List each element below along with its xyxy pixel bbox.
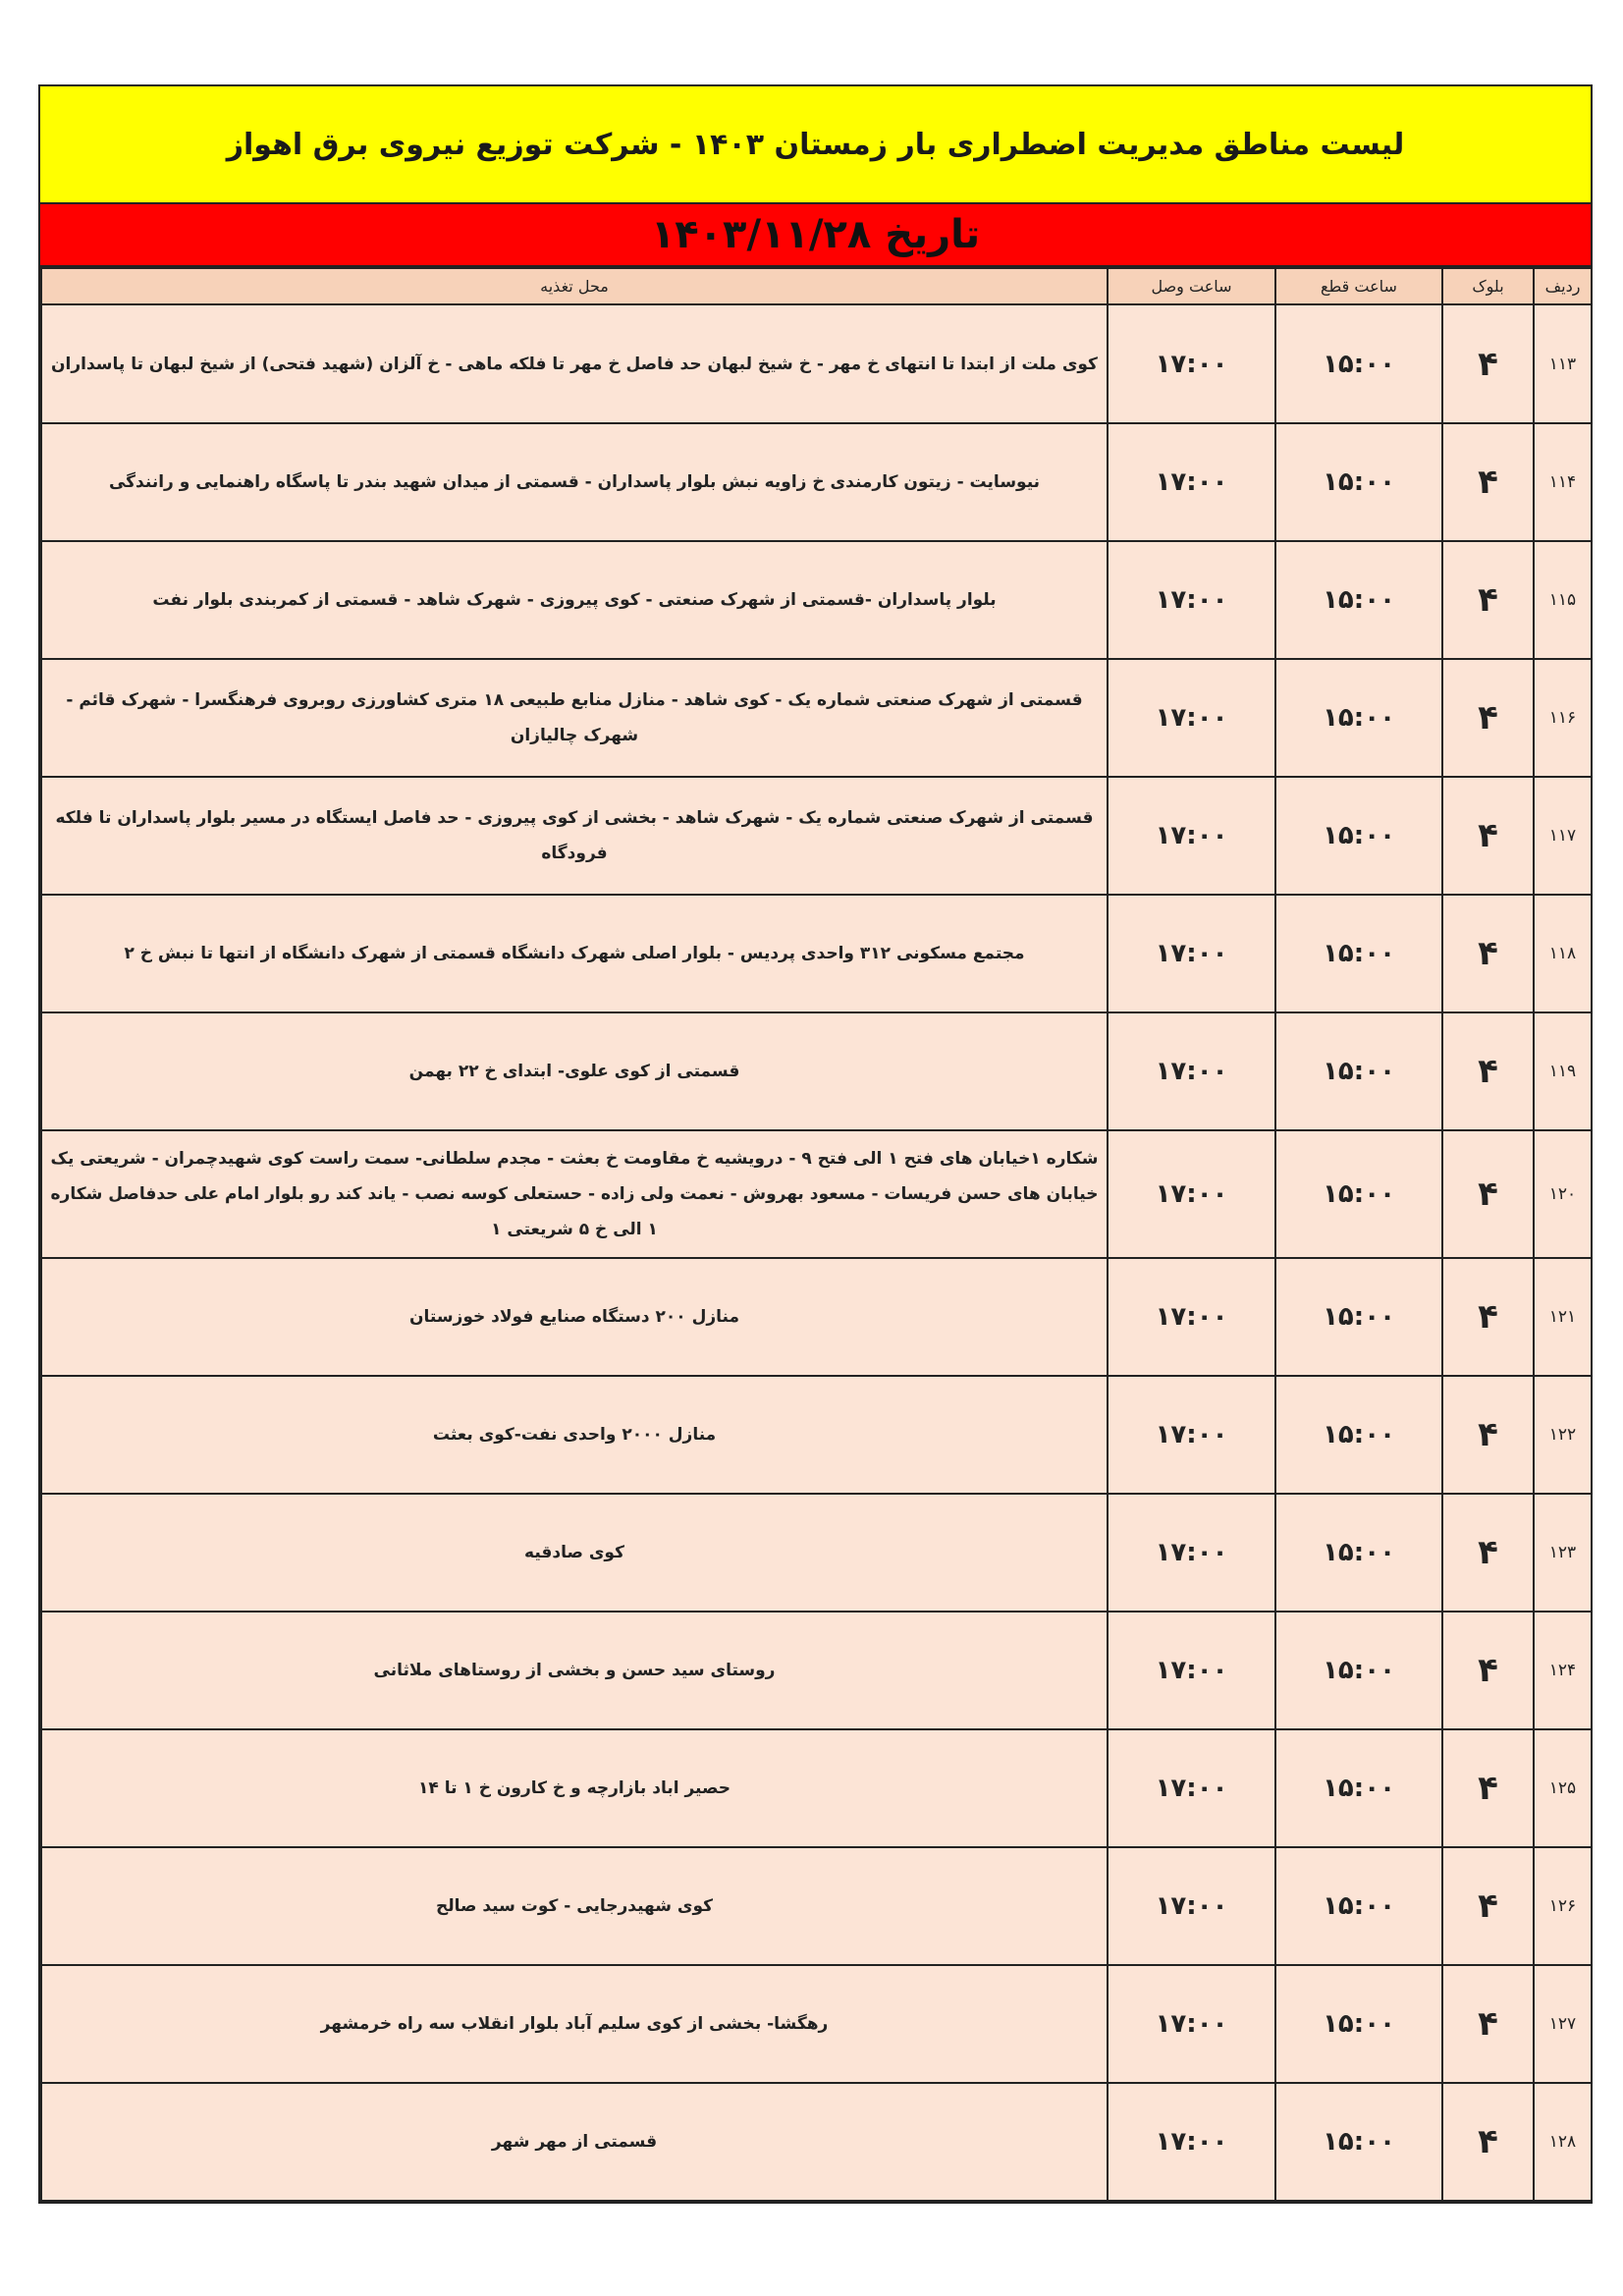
title-bar <box>40 86 1591 204</box>
row-area: قسمتی از شهرک صنعتی شماره یک - شهرک شاهد - بخشی از کوی پیروزی - حد فاصل ایستگاه در مسیر بلوار پاسداران تا فلکه فرودگاه <box>41 777 1108 895</box>
row-reconnect-time: ۱۷:۰۰ <box>1108 1012 1275 1130</box>
row-area: حصیر اباد بازارچه و خ کارون خ ۱ تا ۱۴ <box>41 1729 1108 1847</box>
row-block: ۴ <box>1442 1612 1534 1729</box>
row-index: ۱۲۲ <box>1534 1376 1592 1494</box>
row-area: مجتمع مسکونی ۳۱۲ واحدی پردیس - بلوار اصلی شهرک دانشگاه قسمتی از شهرک دانشگاه از انتها تا نبش خ ۲ <box>41 895 1108 1012</box>
row-cut-time: ۱۵:۰۰ <box>1275 1130 1442 1258</box>
row-index: ۱۱۶ <box>1534 659 1592 777</box>
row-index: ۱۱۴ <box>1534 423 1592 541</box>
date-bar <box>40 204 1591 267</box>
row-reconnect-time: ۱۷:۰۰ <box>1108 1612 1275 1729</box>
outage-table <box>40 267 1593 2202</box>
row-area: قسمتی از کوی علوی- ابتدای خ ۲۲ بهمن <box>41 1012 1108 1130</box>
row-block: ۴ <box>1442 659 1534 777</box>
row-index: ۱۱۷ <box>1534 777 1592 895</box>
row-area: نیوسایت - زیتون کارمندی خ زاویه نبش بلوار پاسداران - قسمتی از میدان شهید بندر تا پاسگاه راهنمایی و رانندگی <box>41 423 1108 541</box>
row-reconnect-time: ۱۷:۰۰ <box>1108 1376 1275 1494</box>
row-area: رهگشا- بخشی از کوی سلیم آباد بلوار انقلاب سه راه خرمشهر <box>41 1965 1108 2083</box>
table-row <box>41 2083 1592 2201</box>
row-block: ۴ <box>1442 1012 1534 1130</box>
row-block: ۴ <box>1442 1729 1534 1847</box>
row-reconnect-time: ۱۷:۰۰ <box>1108 541 1275 659</box>
row-cut-time: ۱۵:۰۰ <box>1275 2083 1442 2201</box>
table-row <box>41 423 1592 541</box>
row-cut-time: ۱۵:۰۰ <box>1275 541 1442 659</box>
row-cut-time: ۱۵:۰۰ <box>1275 423 1442 541</box>
header-cut-time: ساعت قطع <box>1275 268 1442 304</box>
row-area: کوی شهیدرجایی - کوت سید صالح <box>41 1847 1108 1965</box>
row-block: ۴ <box>1442 1847 1534 1965</box>
row-block: ۴ <box>1442 1376 1534 1494</box>
row-reconnect-time: ۱۷:۰۰ <box>1108 304 1275 423</box>
row-area: منازل ۲۰۰ دستگاه صنایع فولاد خوزستان <box>41 1258 1108 1376</box>
table-row <box>41 659 1592 777</box>
row-cut-time: ۱۵:۰۰ <box>1275 1494 1442 1612</box>
row-cut-time: ۱۵:۰۰ <box>1275 1847 1442 1965</box>
row-cut-time: ۱۵:۰۰ <box>1275 1612 1442 1729</box>
row-block: ۴ <box>1442 1130 1534 1258</box>
table-row <box>41 1494 1592 1612</box>
row-reconnect-time: ۱۷:۰۰ <box>1108 1130 1275 1258</box>
table-row <box>41 1612 1592 1729</box>
row-index: ۱۲۵ <box>1534 1729 1592 1847</box>
row-block: ۴ <box>1442 2083 1534 2201</box>
row-area: کوی ملت از ابتدا تا انتهای خ مهر - خ شیخ لبهان حد فاصل خ مهر تا فلکه ماهی - خ آلزان (شهید فتحی) از شیخ لبهان تا پاسداران <box>41 304 1108 423</box>
row-block: ۴ <box>1442 1258 1534 1376</box>
row-reconnect-time: ۱۷:۰۰ <box>1108 423 1275 541</box>
row-block: ۴ <box>1442 1965 1534 2083</box>
table-body <box>41 304 1592 2201</box>
header-area: محل تغذیه <box>41 268 1108 304</box>
row-cut-time: ۱۵:۰۰ <box>1275 1376 1442 1494</box>
row-index: ۱۲۶ <box>1534 1847 1592 1965</box>
date-label: تاریخ ۱۴۰۳/۱۱/۲۸ <box>650 212 981 257</box>
row-index: ۱۲۷ <box>1534 1965 1592 2083</box>
table-row <box>41 541 1592 659</box>
row-reconnect-time: ۱۷:۰۰ <box>1108 2083 1275 2201</box>
row-cut-time: ۱۵:۰۰ <box>1275 1012 1442 1130</box>
table-row <box>41 1012 1592 1130</box>
table-row <box>41 777 1592 895</box>
table-header-row <box>41 268 1592 304</box>
row-index: ۱۲۰ <box>1534 1130 1592 1258</box>
table-row <box>41 1847 1592 1965</box>
table-row <box>41 1258 1592 1376</box>
row-cut-time: ۱۵:۰۰ <box>1275 659 1442 777</box>
row-area: شکاره ۱خیابان های فتح ۱ الی فتح ۹ - درویشیه خ مقاومت خ بعثت - مجدم سلطانی- سمت راست کوی شهیدچمران - شریعتی یک خیابان های حسن فریسات - مسعود بهروش - نعمت ولی زاده - حستعلی کوسه نصب - یاند کند رو بلوار امام علی حدفاصل شکاره ۱ الی خ ۵ شریعتی ۱ <box>41 1130 1108 1258</box>
row-reconnect-time: ۱۷:۰۰ <box>1108 1494 1275 1612</box>
row-index: ۱۲۱ <box>1534 1258 1592 1376</box>
table-row <box>41 895 1592 1012</box>
header-block: بلوک <box>1442 268 1534 304</box>
table-row <box>41 304 1592 423</box>
row-reconnect-time: ۱۷:۰۰ <box>1108 895 1275 1012</box>
page-title: لیست مناطق مدیریت اضطراری بار زمستان ۱۴۰۳ - شرکت توزیع نیروی برق اهواز <box>226 127 1405 162</box>
row-area: کوی صادقیه <box>41 1494 1108 1612</box>
row-cut-time: ۱۵:۰۰ <box>1275 777 1442 895</box>
table-row <box>41 1729 1592 1847</box>
row-reconnect-time: ۱۷:۰۰ <box>1108 1258 1275 1376</box>
row-block: ۴ <box>1442 541 1534 659</box>
table-row <box>41 1130 1592 1258</box>
row-cut-time: ۱۵:۰۰ <box>1275 1258 1442 1376</box>
row-index: ۱۲۳ <box>1534 1494 1592 1612</box>
row-cut-time: ۱۵:۰۰ <box>1275 304 1442 423</box>
table-row <box>41 1965 1592 2083</box>
row-cut-time: ۱۵:۰۰ <box>1275 1965 1442 2083</box>
row-area: روستای سید حسن و بخشی از روستاهای ملاثانی <box>41 1612 1108 1729</box>
row-reconnect-time: ۱۷:۰۰ <box>1108 1965 1275 2083</box>
row-index: ۱۲۸ <box>1534 2083 1592 2201</box>
row-index: ۱۱۵ <box>1534 541 1592 659</box>
row-area: قسمتی از مهر شهر <box>41 2083 1108 2201</box>
row-reconnect-time: ۱۷:۰۰ <box>1108 659 1275 777</box>
schedule-sheet <box>38 84 1593 2204</box>
row-index: ۱۱۹ <box>1534 1012 1592 1130</box>
row-index: ۱۲۴ <box>1534 1612 1592 1729</box>
table-row <box>41 1376 1592 1494</box>
header-reconnect-time: ساعت وصل <box>1108 268 1275 304</box>
row-index: ۱۱۳ <box>1534 304 1592 423</box>
row-reconnect-time: ۱۷:۰۰ <box>1108 777 1275 895</box>
row-index: ۱۱۸ <box>1534 895 1592 1012</box>
header-index: ردیف <box>1534 268 1592 304</box>
row-block: ۴ <box>1442 1494 1534 1612</box>
row-area: منازل ۲۰۰۰ واحدی نفت-کوی بعثت <box>41 1376 1108 1494</box>
row-reconnect-time: ۱۷:۰۰ <box>1108 1729 1275 1847</box>
row-cut-time: ۱۵:۰۰ <box>1275 1729 1442 1847</box>
row-block: ۴ <box>1442 423 1534 541</box>
row-reconnect-time: ۱۷:۰۰ <box>1108 1847 1275 1965</box>
row-area: بلوار پاسداران -قسمتی از شهرک صنعتی - کوی پیروزی - شهرک شاهد - قسمتی از کمربندی بلوار نفت <box>41 541 1108 659</box>
row-block: ۴ <box>1442 895 1534 1012</box>
row-block: ۴ <box>1442 304 1534 423</box>
row-block: ۴ <box>1442 777 1534 895</box>
row-cut-time: ۱۵:۰۰ <box>1275 895 1442 1012</box>
row-area: قسمتی از شهرک صنعتی شماره یک - کوی شاهد - منازل منابع طبیعی ۱۸ متری کشاورزی روبروی فرهنگسرا - شهرک قائم - شهرک چالیازان <box>41 659 1108 777</box>
